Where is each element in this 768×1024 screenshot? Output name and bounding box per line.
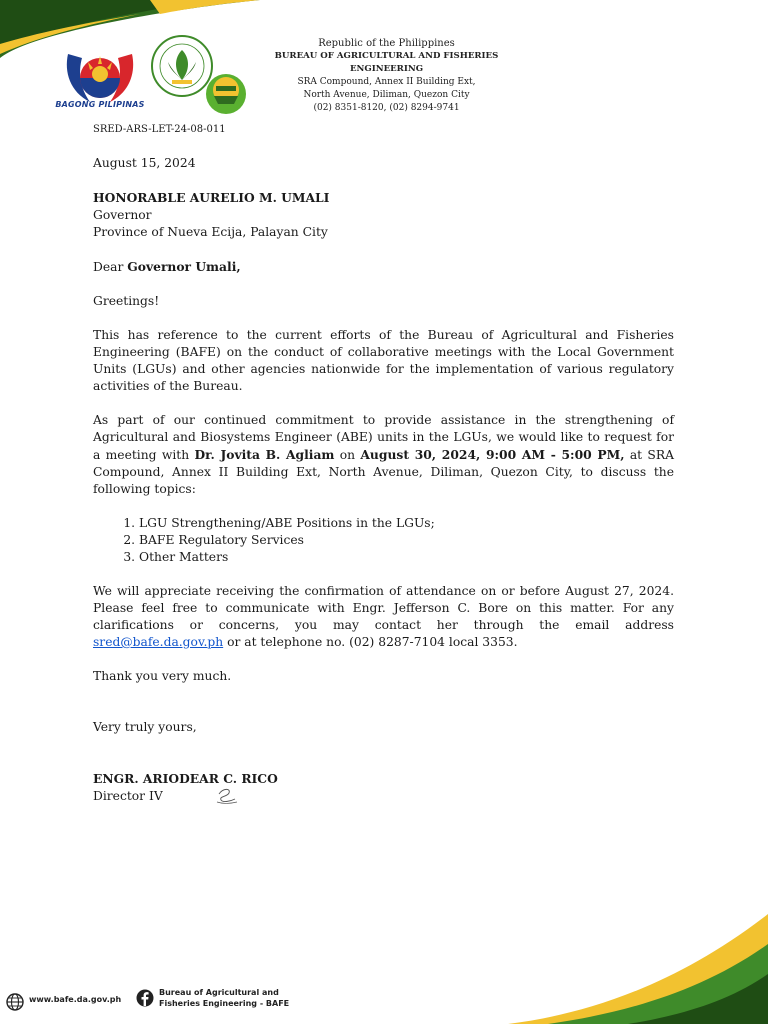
topics-list bbox=[93, 515, 674, 566]
facebook-icon bbox=[136, 989, 154, 1007]
paragraph-confirmation: We will appreciate receiving the confirmation of attendance on or before August 27, 2024. Please feel free to communicate with Engr. Jefferson C. Bore on this matter. For any clarifications or concerns, you may contact her through the email address sred@bafe.da.gov.ph or at telephone no. (02) 8287-7104 local 3353. bbox=[93, 584, 674, 649]
footer bbox=[6, 985, 326, 1015]
paragraph-intro: This has reference to the current efforts of the Bureau of Agricultural and Fisheries Engineering (BAFE) on the conduct of collaborative meetings with the Local Government Units (LGUs) and other agencies nationwide for the implementation of various regulatory activities of the Bureau. bbox=[93, 328, 674, 393]
closing-line: Very truly yours, bbox=[93, 720, 197, 734]
letterhead bbox=[240, 37, 533, 115]
corner-decoration-bottom bbox=[508, 914, 768, 1024]
meeting-date: August 30, 2024, 9:00 AM - 5:00 PM, bbox=[360, 447, 625, 462]
facebook-line-1: Bureau of Agricultural and bbox=[159, 988, 279, 997]
bagong-pilipinas-text: BAGONG PILIPINAS bbox=[55, 100, 145, 109]
email-link[interactable]: sred@bafe.da.gov.ph bbox=[93, 635, 224, 649]
meeting-with: Dr. Jovita B. Agliam bbox=[194, 447, 335, 462]
phone-numbers: (02) 8351-8120, (02) 8294-9741 bbox=[313, 103, 460, 113]
address-line-2: North Avenue, Diliman, Quezon City bbox=[303, 90, 470, 100]
facebook-page[interactable] bbox=[159, 987, 289, 1009]
signatory-title: Director IV bbox=[93, 789, 163, 803]
recipient-title: Governor bbox=[93, 208, 152, 222]
recipient-address: Province of Nueva Ecija, Palayan City bbox=[93, 225, 328, 239]
republic-line: Republic of the Philippines bbox=[318, 38, 455, 49]
salutation: Dear Governor Umali, bbox=[93, 259, 241, 274]
letter-body bbox=[93, 155, 674, 805]
list-item: 2. BAFE Regulatory Services bbox=[139, 532, 674, 549]
letter-date: August 15, 2024 bbox=[93, 156, 196, 170]
paragraph-request: As part of our continued commitment to provide assistance in the strengthening of Agricultural and Biosystems Engineer (ABE) units in the LGUs, we would like to request for a meeting with Dr. Jovita B. Agliam on August 30, 2024, 9:00 AM - 5:00 PM, at SRA Compound, Annex II Building Ext, North Avenue, Diliman, Quezon City, to discuss the following topics: bbox=[93, 413, 674, 496]
agency-logos bbox=[52, 30, 252, 114]
signatory-name: ENGR. ARIODEAR C. RICO bbox=[93, 771, 278, 786]
bagong-pilipinas-logo bbox=[60, 44, 140, 106]
website-link[interactable]: www.bafe.da.gov.ph bbox=[29, 995, 122, 1004]
recipient-name: HONORABLE AURELIO M. UMALI bbox=[93, 190, 330, 205]
reference-number: SRED-ARS-LET-24-08-011 bbox=[93, 124, 226, 135]
facebook-line-2: Fisheries Engineering - BAFE bbox=[159, 999, 290, 1008]
address-line-1: SRA Compound, Annex II Building Ext, bbox=[297, 77, 476, 87]
list-item: 1. LGU Strengthening/ABE Positions in the LGUs; bbox=[139, 515, 674, 532]
signature-mark bbox=[211, 784, 241, 808]
bureau-name: BUREAU OF AGRICULTURAL AND FISHERIES ENGINEERING bbox=[274, 51, 499, 74]
greeting: Greetings! bbox=[93, 294, 160, 308]
globe-icon bbox=[6, 993, 24, 1011]
list-item: 3. Other Matters bbox=[139, 549, 674, 566]
thanks-line: Thank you very much. bbox=[93, 669, 232, 683]
department-of-agriculture-seal bbox=[150, 30, 246, 116]
